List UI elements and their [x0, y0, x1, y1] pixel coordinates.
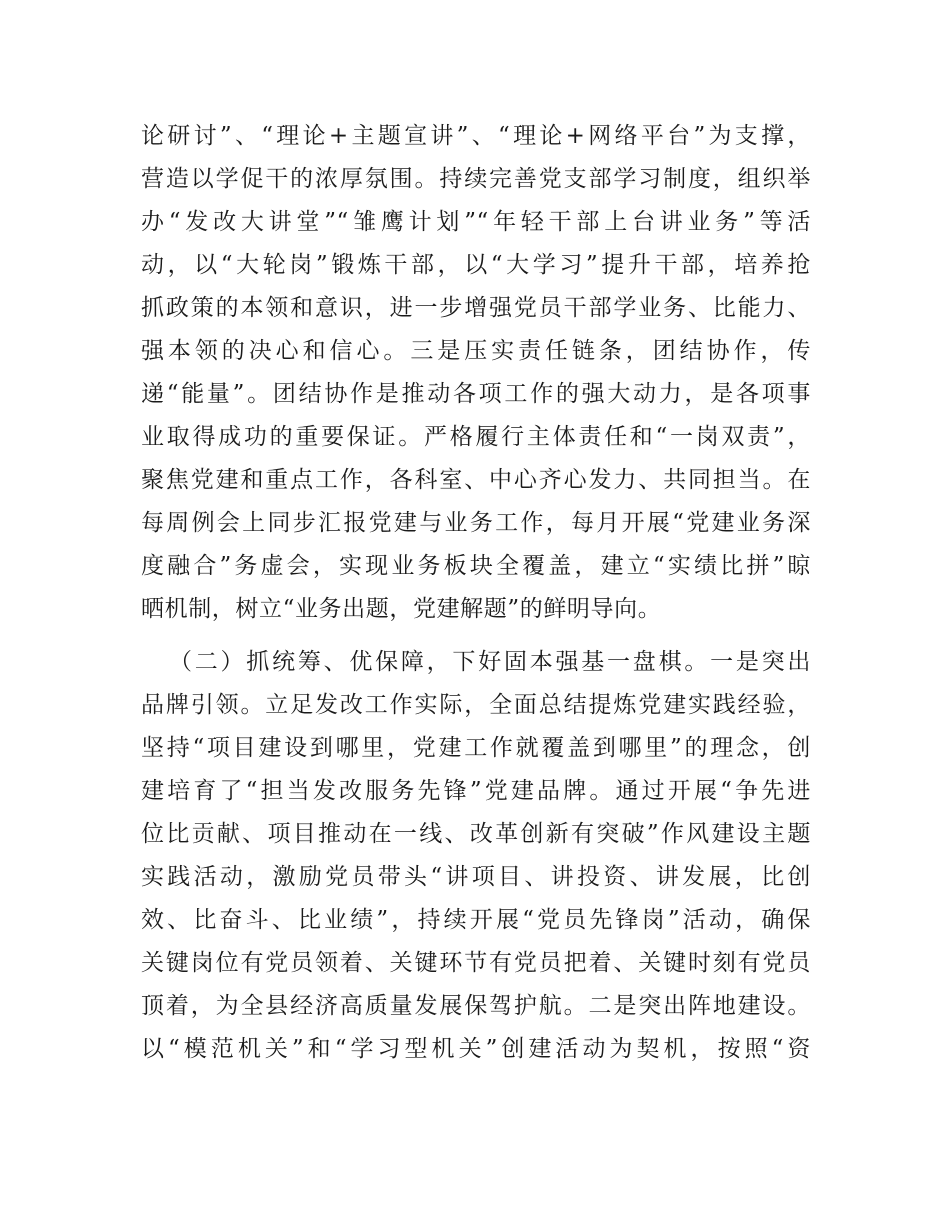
text-line: 实践活动，激励党员带头“讲项目、讲投资、讲发展，比创: [141, 864, 811, 890]
text-line: 营造以学促干的浓厚氛围。持续完善党支部学习制度，组织举: [141, 166, 811, 192]
text-line: 动，以“大轮岗”锻炼干部，以“大学习”提升干部，培养抢: [141, 252, 811, 278]
text-line: 晒机制，树立“业务出题，党建解题”的鲜明导向。: [141, 596, 662, 622]
paragraph-1: [141, 115, 811, 631]
text-line: （二）抓统筹、优保障，下好固本强基一盘棋。一是突出: [169, 649, 811, 675]
paragraph-gap: [141, 631, 811, 641]
text-line: 每周例会上同步汇报党建与业务工作，每月开展“党建业务深: [141, 510, 811, 536]
text-line: 坚持“项目建设到哪里，党建工作就覆盖到哪里”的理念，创: [141, 735, 811, 761]
paragraph-2: [141, 641, 811, 1071]
text-line: 业取得成功的重要保证。严格履行主体责任和“一岗双责”，: [141, 424, 811, 450]
text-line: 度融合”务虚会，实现业务板块全覆盖，建立“实绩比拼”晾: [141, 553, 811, 579]
text-line: 效、比奋斗、比业绩”，持续开展“党员先锋岗”活动，确保: [141, 907, 811, 933]
text-line: 办“发改大讲堂”“雏鹰计划”“年轻干部上台讲业务”等活: [141, 209, 811, 235]
text-line: 建培育了“担当发改服务先锋”党建品牌。通过开展“争先进: [141, 778, 811, 804]
text-line: 聚焦党建和重点工作，各科室、中心齐心发力、共同担当。在: [141, 467, 811, 493]
text-line: 论研讨”、“理论+主题宣讲”、“理论+网络平台”为支撑，: [141, 123, 811, 149]
text-line: 强本领的决心和信心。三是压实责任链条，团结协作，传: [141, 338, 811, 364]
text-line: 顶着，为全县经济高质量发展保驾护航。二是突出阵地建设。: [141, 993, 811, 1019]
document-body: [141, 115, 811, 1071]
text-line: 关键岗位有党员领着、关键环节有党员把着、关键时刻有党员: [141, 950, 811, 976]
text-line: 递“能量”。团结协作是推动各项工作的强大动力，是各项事: [141, 381, 811, 407]
text-line: 以“模范机关”和“学习型机关”创建活动为契机，按照“资: [141, 1036, 811, 1062]
text-line: 位比贡献、项目推动在一线、改革创新有突破”作风建设主题: [141, 821, 811, 847]
text-line: 品牌引领。立足发改工作实际，全面总结提炼党建实践经验，: [141, 692, 811, 718]
text-line: 抓政策的本领和意识，进一步增强党员干部学业务、比能力、: [141, 295, 811, 321]
